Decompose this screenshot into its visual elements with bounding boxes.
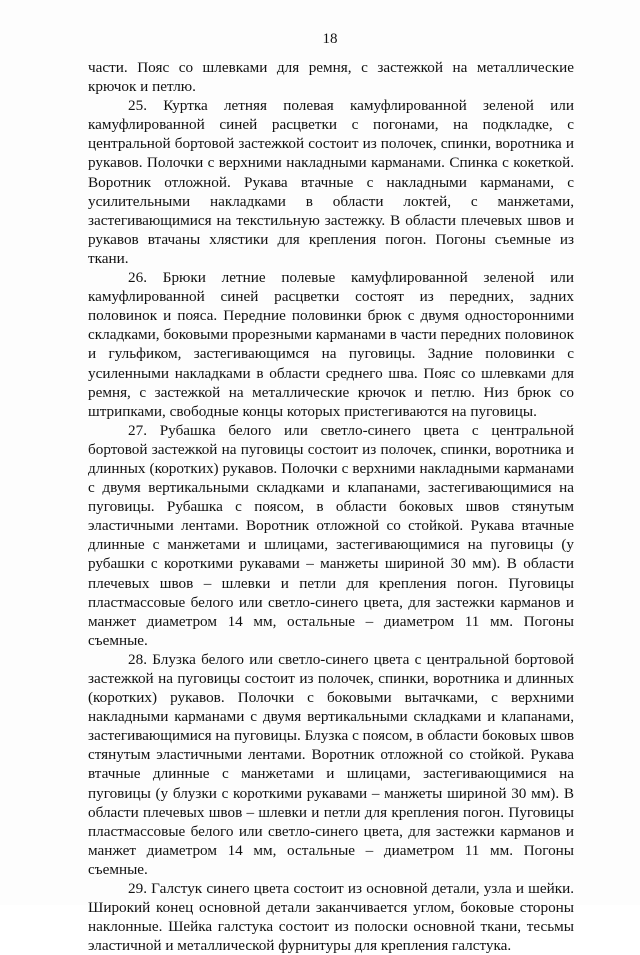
paragraph-26-trousers: 26. Брюки летние полевые камуфлированной зеленой или камуфлированной синей расцветки состоят из передних, задних половинок и пояса. Передние половинки брюк с двумя односторонними складками, боковыми прорезными карманами в части передних половинок и гульфиком, застегивающимся на пуговицы. Задние половинки с усиленными накладками в области среднего шва. Пояс со шлевками для ремня, с застежкой на металлические крючок и петлю. Низ брюк со штрипками, свободные концы которых пристегиваются на пуговицы. — [88, 269, 574, 420]
paragraph-25-jacket: 25. Куртка летняя полевая камуфлированной зеленой или камуфлированной синей расцветки с погонами, на подкладке, с центральной бортовой застежкой состоит из полочек, спинки, воротника и рукавов. Полочки с верхними накладными карманами. Спинка с кокеткой. Воротник отложной. Рукава втачные с накладными карманами, с усилительными накладками в области локтей, с манжетами, застегивающимися на текстильную застежку. В области плечевых швов и рукавов втачаны хлястики для крепления погон. Погоны съемные из ткани. — [88, 97, 574, 267]
document-body — [88, 58, 574, 955]
paragraph-28-blouse: 28. Блузка белого или светло-синего цвета с центральной бортовой застежкой на пуговицы состоит из полочек, спинки, воротника и длинных (коротких) рукавов. Полочки с боковыми вытачками, с верхними накладными карманами с двумя вертикальными складками и клапанами, застегивающимися на пуговицы. Блузка с поясом, в области боковых швов стянутым эластичными лентами. Воротник отложной со стойкой. Рукава втачные длинные с манжетами и шлицами, застегивающимися на пуговицы (у блузки с короткими рукавами – манжеты шириной 30 мм). В области плечевых швов – шлевки и петли для крепления погон. Пуговицы пластмассовые белого или светло-синего цвета, для застежки карманов и манжет диаметром 14 мм, остальные – диаметром 11 мм. Погоны съемные. — [88, 650, 574, 878]
paragraph-continuation: части. Пояс со шлевками для ремня, с застежкой на металлические крючок и петлю. — [88, 59, 574, 96]
paragraph-29-tie: 29. Галстук синего цвета состоит из основной детали, узла и шейки. Широкий конец основной детали заканчивается углом, боковые стороны наклонные. Шейка галстука состоит из полоски основной ткани, тесьмы эластичной и металлической фурнитуры для крепления галстука. — [88, 880, 574, 955]
paragraph-27-shirt: 27. Рубашка белого или светло-синего цвета с центральной бортовой застежкой на пуговицы состоит из полочек, спинки, воротника и длинных (коротких) рукавов. Полочки с верхними накладными карманами с двумя вертикальными складками и клапанами, застегивающимися на пуговицы. Рубашка с поясом, в области боковых швов стянутым эластичными лентами. Воротник отложной со стойкой. Рукава втачные длинные с манжетами и шлицами, застегивающимися на пуговицы (у рубашки с короткими рукавами – манжеты шириной 30 мм). В области плечевых швов – шлевки и петли для крепления погон. Пуговицы пластмассовые белого или светло-синего цвета, для застежки карманов и манжет диаметром 14 мм, остальные – диаметром 11 мм. Погоны съемные. — [88, 421, 574, 649]
page-number: 18 — [322, 31, 338, 47]
